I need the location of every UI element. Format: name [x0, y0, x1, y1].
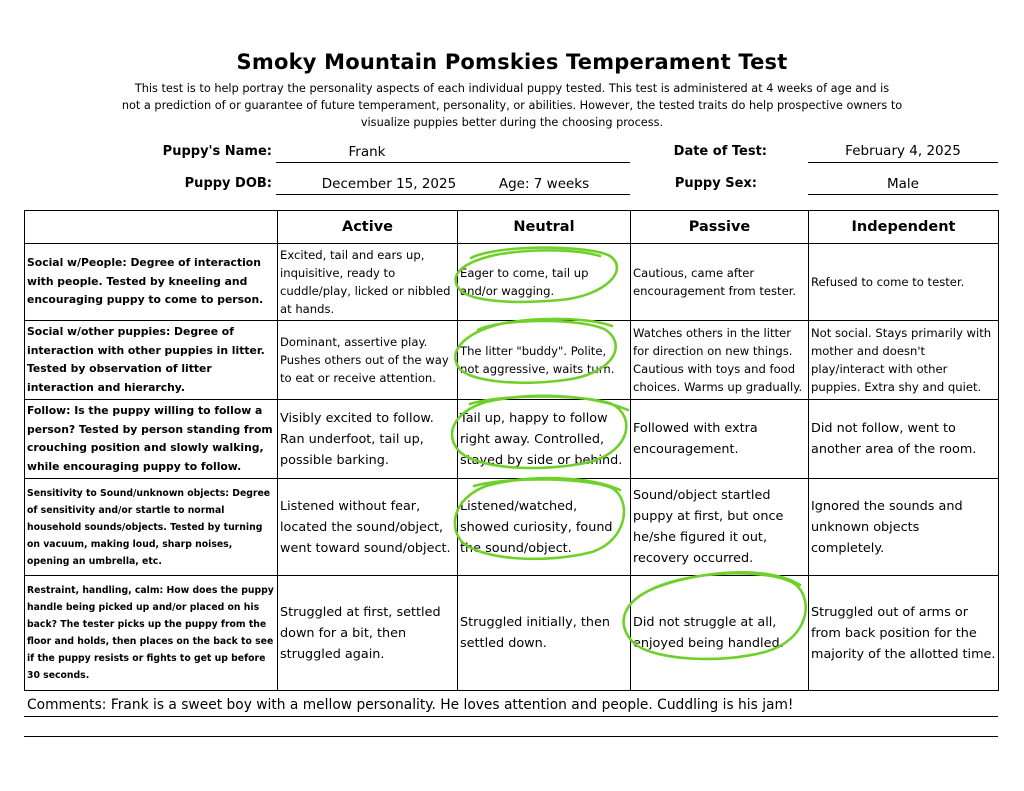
table-row [25, 400, 999, 479]
response-cell: Struggled initially, then settled down. [458, 576, 631, 691]
response-cell: Cautious, came after encouragement from tester. [631, 244, 809, 321]
column-header-active: Active [278, 211, 458, 244]
comments-underline-blank [24, 736, 998, 737]
puppy-sex-underline [808, 194, 998, 195]
intro-paragraph [112, 80, 912, 131]
response-cell: Struggled at first, settled down for a bit, then struggled again. [278, 576, 458, 691]
response-cell: Refused to come to tester. [809, 244, 999, 321]
puppy-sex-label: Puppy Sex: [674, 176, 757, 191]
intro-line: not a prediction of or guarantee of future temperament, personality, or abilities. However, the tested traits do help prospective owners to [121, 99, 903, 112]
date-of-test-label: Date of Test: [673, 144, 767, 159]
criterion-cell: Social w/People: Degree of interaction with people. Tested by kneeling and encouraging puppy to come to person. [25, 244, 278, 321]
response-cell: Visibly excited to follow. Ran underfoot, tail up, possible barking. [278, 400, 458, 479]
puppy-name-label: Puppy's Name: [162, 144, 272, 159]
response-cell: Listened/watched, showed curiosity, found the sound/object. [458, 479, 631, 576]
response-cell: Dominant, assertive play. Pushes others out of the way to eat or receive attention. [278, 321, 458, 400]
intro-line: visualize puppies better during the choosing process. [360, 116, 664, 129]
response-cell: Followed with extra encouragement. [631, 400, 809, 479]
intro-line: This test is to help portray the personality aspects of each individual puppy tested. This test is administered at 4 weeks of age and is [134, 82, 890, 95]
response-cell: The litter "buddy". Polite, not aggressive, waits turn. [458, 321, 631, 400]
criterion-cell: Follow: Is the puppy willing to follow a person? Tested by person standing from crouching position and slowly walking, while encouraging puppy to follow. [25, 400, 278, 479]
response-cell: Did not struggle at all, enjoyed being handled. [631, 576, 809, 691]
response-cell: Sound/object startled puppy at first, but once he/she figured it out, recovery occurred. [631, 479, 809, 576]
puppy-name-value: Frank [348, 144, 386, 160]
header-blank-cell [25, 211, 278, 244]
response-cell: Not social. Stays primarily with mother and doesn't play/interact with other puppies. Extra shy and quiet. [809, 321, 999, 400]
response-cell: Did not follow, went to another area of the room. [809, 400, 999, 479]
puppy-dob-label: Puppy DOB: [184, 176, 272, 191]
puppy-dob-underline [276, 194, 630, 195]
puppy-age-value: Age: 7 weeks [498, 176, 590, 192]
page-title: Smoky Mountain Pomskies Temperament Test [236, 50, 788, 74]
response-cell: Ignored the sounds and unknown objects completely. [809, 479, 999, 576]
response-cell: Eager to come, tail up and/or wagging. [458, 244, 631, 321]
puppy-dob-value: December 15, 2025 [321, 176, 457, 192]
temperament-table [24, 210, 999, 691]
response-cell: Watches others in the litter for direction on new things. Cautious with toys and food choices. Warms up gradually. [631, 321, 809, 400]
comments-text: Comments: Frank is a sweet boy with a mellow personality. He loves attention and people. Cuddling is his jam! [27, 697, 794, 713]
comments-underline [24, 716, 998, 717]
criterion-cell: Restraint, handling, calm: How does the puppy handle being picked up and/or placed on his back? The tester picks up the puppy from the floor and holds, then places on the back to see if the puppy resists or fights to get up before 30 seconds. [25, 576, 278, 691]
table-row [25, 244, 999, 321]
response-cell: Excited, tail and ears up, inquisitive, ready to cuddle/play, licked or nibbled at hands. [278, 244, 458, 321]
column-header-neutral: Neutral [458, 211, 631, 244]
puppy-sex-value: Male [887, 176, 919, 192]
response-cell: Listened without fear, located the sound/object, went toward sound/object. [278, 479, 458, 576]
table-row [25, 576, 999, 691]
column-header-independent: Independent [809, 211, 999, 244]
puppy-name-underline [276, 162, 630, 163]
response-cell: Tail up, happy to follow right away. Controlled, stayed by side or behind. [458, 400, 631, 479]
table-row [25, 479, 999, 576]
table-header-row [25, 211, 999, 244]
date-of-test-underline [808, 162, 998, 163]
response-cell: Struggled out of arms or from back position for the majority of the allotted time. [809, 576, 999, 691]
table-row [25, 321, 999, 400]
date-of-test-value: February 4, 2025 [845, 143, 961, 159]
criterion-cell: Sensitivity to Sound/unknown objects: Degree of sensitivity and/or startle to normal household sounds/objects. Tested by turning on vacuum, making loud, sharp noises, opening an umbrella, etc. [25, 479, 278, 576]
column-header-passive: Passive [631, 211, 809, 244]
criterion-cell: Social w/other puppies: Degree of interaction with other puppies in litter. Tested by observation of litter interaction and hierarchy. [25, 321, 278, 400]
